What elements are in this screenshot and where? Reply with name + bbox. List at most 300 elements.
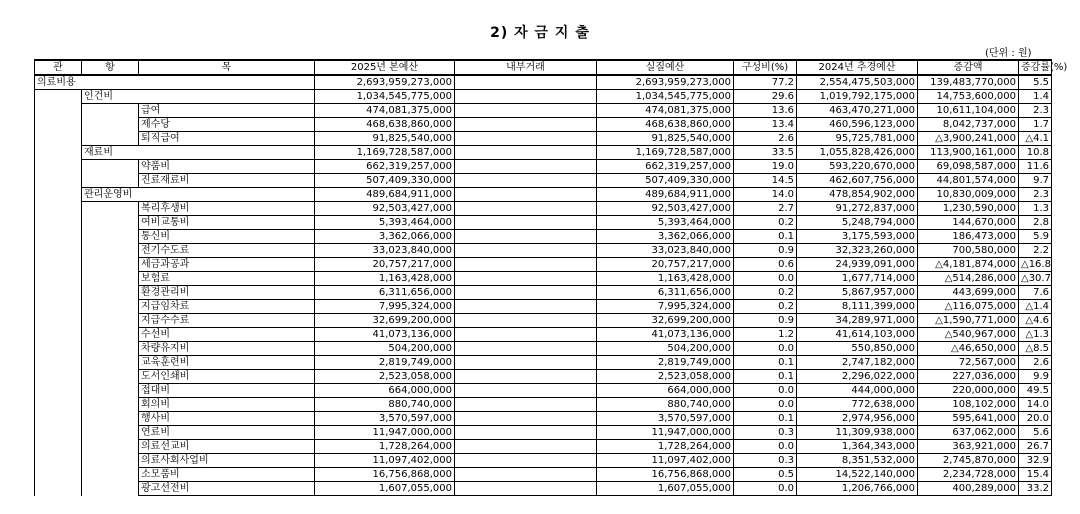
mok-name-cell: 행사비 — [139, 412, 315, 426]
header-hang: 항 — [82, 60, 139, 75]
internal-cell — [455, 272, 597, 286]
table-row — [35, 356, 1052, 370]
real-budget-cell: 504,200,000 — [597, 342, 734, 356]
mok-name-cell: 도서인쇄비 — [139, 370, 315, 384]
table-row — [35, 160, 1052, 174]
rate-cell: 7.6 — [1019, 286, 1052, 300]
diff-cell: 220,000,000 — [918, 384, 1019, 398]
real-budget-cell: 1,728,264,000 — [597, 440, 734, 454]
empty-cell — [82, 202, 139, 216]
ratio-cell: 2.6 — [734, 132, 797, 146]
empty-cell — [82, 468, 139, 482]
empty-cell — [82, 342, 139, 356]
budget-cell: 11,947,000,000 — [315, 426, 455, 440]
diff-cell: 144,670,000 — [918, 216, 1019, 230]
table-row — [35, 174, 1052, 188]
diff-cell: 10,830,009,000 — [918, 188, 1019, 202]
empty-cell — [35, 482, 82, 496]
prev-budget-cell: 593,220,670,000 — [797, 160, 918, 174]
header-real-budget: 실질예산 — [597, 60, 734, 75]
real-budget-cell: 1,169,728,587,000 — [597, 146, 734, 160]
diff-cell: 72,567,000 — [918, 356, 1019, 370]
prev-budget-cell: 41,614,103,000 — [797, 328, 918, 342]
mok-name-cell: 환경관리비 — [139, 286, 315, 300]
real-budget-cell: 489,684,911,000 — [597, 188, 734, 202]
empty-cell — [35, 300, 82, 314]
mok-name-cell: 연료비 — [139, 426, 315, 440]
rate-cell: 20.0 — [1019, 412, 1052, 426]
real-budget-cell: 41,073,136,000 — [597, 328, 734, 342]
diff-cell: △116,075,000 — [918, 300, 1019, 314]
internal-cell — [455, 104, 597, 118]
empty-cell — [82, 426, 139, 440]
rate-cell: 49.5 — [1019, 384, 1052, 398]
empty-cell — [82, 454, 139, 468]
internal-cell — [455, 188, 597, 202]
header-budget-2025: 2025년 본예산 — [315, 60, 455, 75]
ratio-cell: 0.2 — [734, 286, 797, 300]
table-row — [35, 412, 1052, 426]
hang-name-cell: 관리운영비 — [82, 188, 315, 202]
budget-cell: 504,200,000 — [315, 342, 455, 356]
diff-cell: 2,745,870,000 — [918, 454, 1019, 468]
table-row — [35, 482, 1052, 496]
ratio-cell: 0.3 — [734, 426, 797, 440]
internal-cell — [455, 132, 597, 146]
diff-cell: 139,483,770,000 — [918, 75, 1019, 90]
mok-name-cell: 퇴직급여 — [139, 132, 315, 146]
empty-cell — [35, 384, 82, 398]
ratio-cell: 14.5 — [734, 174, 797, 188]
rate-cell: 26.7 — [1019, 440, 1052, 454]
internal-cell — [455, 300, 597, 314]
rate-cell: 33.2 — [1019, 482, 1052, 496]
prev-budget-cell: 8,351,532,000 — [797, 454, 918, 468]
rate-cell: △4.6 — [1019, 314, 1052, 328]
mok-name-cell: 제수당 — [139, 118, 315, 132]
diff-cell: 400,289,000 — [918, 482, 1019, 496]
page-title: 2) 자 금 지 출 — [490, 25, 590, 41]
prev-budget-cell: 14,522,140,000 — [797, 468, 918, 482]
mok-name-cell: 접대비 — [139, 384, 315, 398]
real-budget-cell: 474,081,375,000 — [597, 104, 734, 118]
rate-cell: 5.5 — [1019, 75, 1052, 90]
empty-cell — [35, 160, 82, 174]
budget-cell: 91,825,540,000 — [315, 132, 455, 146]
diff-cell: 1,230,590,000 — [918, 202, 1019, 216]
internal-cell — [455, 90, 597, 104]
table-row — [35, 272, 1052, 286]
diff-cell: 10,611,104,000 — [918, 104, 1019, 118]
table-row — [35, 75, 1052, 90]
empty-cell — [82, 104, 139, 118]
prev-budget-cell: 11,309,938,000 — [797, 426, 918, 440]
budget-cell: 92,503,427,000 — [315, 202, 455, 216]
ratio-cell: 0.9 — [734, 314, 797, 328]
real-budget-cell: 20,757,217,000 — [597, 258, 734, 272]
budget-cell: 16,756,868,000 — [315, 468, 455, 482]
real-budget-cell: 11,097,402,000 — [597, 454, 734, 468]
prev-budget-cell: 550,850,000 — [797, 342, 918, 356]
ratio-cell: 0.1 — [734, 370, 797, 384]
diff-cell: 363,921,000 — [918, 440, 1019, 454]
rate-cell: △8.5 — [1019, 342, 1052, 356]
empty-cell — [82, 412, 139, 426]
empty-cell — [82, 230, 139, 244]
prev-budget-cell: 772,638,000 — [797, 398, 918, 412]
empty-cell — [35, 132, 82, 146]
ratio-cell: 0.1 — [734, 356, 797, 370]
empty-cell — [35, 244, 82, 258]
mok-name-cell: 여비교통비 — [139, 216, 315, 230]
internal-cell — [455, 370, 597, 384]
empty-cell — [35, 454, 82, 468]
ratio-cell: 0.0 — [734, 272, 797, 286]
budget-cell: 2,693,959,273,000 — [315, 75, 455, 90]
empty-cell — [82, 356, 139, 370]
empty-cell — [35, 216, 82, 230]
header-diff: 증감액 — [918, 60, 1019, 75]
prev-budget-cell: 2,974,956,000 — [797, 412, 918, 426]
empty-cell — [82, 328, 139, 342]
ratio-cell: 0.1 — [734, 230, 797, 244]
rate-cell: 1.4 — [1019, 90, 1052, 104]
internal-cell — [455, 328, 597, 342]
internal-cell — [455, 160, 597, 174]
mok-name-cell: 수선비 — [139, 328, 315, 342]
budget-cell: 32,699,200,000 — [315, 314, 455, 328]
prev-budget-cell: 5,248,794,000 — [797, 216, 918, 230]
empty-cell — [35, 230, 82, 244]
budget-cell: 33,023,840,000 — [315, 244, 455, 258]
budget-cell: 489,684,911,000 — [315, 188, 455, 202]
empty-cell — [35, 412, 82, 426]
diff-cell: △4,181,874,000 — [918, 258, 1019, 272]
expenditure-table — [34, 59, 1068, 496]
mok-name-cell: 지급임차료 — [139, 300, 315, 314]
prev-budget-cell: 1,019,792,175,000 — [797, 90, 918, 104]
real-budget-cell: 880,740,000 — [597, 398, 734, 412]
table-row — [35, 328, 1052, 342]
ratio-cell: 14.0 — [734, 188, 797, 202]
budget-cell: 5,393,464,000 — [315, 216, 455, 230]
prev-budget-cell: 2,554,475,503,000 — [797, 75, 918, 90]
budget-cell: 11,097,402,000 — [315, 454, 455, 468]
table-row — [35, 118, 1052, 132]
header-ratio: 구성비(%) — [734, 60, 797, 75]
budget-cell: 3,570,597,000 — [315, 412, 455, 426]
budget-cell: 1,169,728,587,000 — [315, 146, 455, 160]
ratio-cell: 77.2 — [734, 75, 797, 90]
diff-cell: 108,102,000 — [918, 398, 1019, 412]
empty-cell — [35, 272, 82, 286]
prev-budget-cell: 444,000,000 — [797, 384, 918, 398]
ratio-cell: 0.1 — [734, 412, 797, 426]
budget-cell: 2,523,058,000 — [315, 370, 455, 384]
header-mok: 목 — [139, 60, 315, 75]
mok-name-cell: 통신비 — [139, 230, 315, 244]
mok-name-cell: 의료선교비 — [139, 440, 315, 454]
budget-cell: 20,757,217,000 — [315, 258, 455, 272]
budget-cell: 1,728,264,000 — [315, 440, 455, 454]
rate-cell: 2.3 — [1019, 104, 1052, 118]
mok-name-cell: 전기수도료 — [139, 244, 315, 258]
ratio-cell: 19.0 — [734, 160, 797, 174]
real-budget-cell: 32,699,200,000 — [597, 314, 734, 328]
empty-cell — [82, 244, 139, 258]
empty-cell — [35, 370, 82, 384]
rate-cell: 2.2 — [1019, 244, 1052, 258]
ratio-cell: 2.7 — [734, 202, 797, 216]
budget-cell: 41,073,136,000 — [315, 328, 455, 342]
ratio-cell: 0.0 — [734, 342, 797, 356]
mok-name-cell: 차량유지비 — [139, 342, 315, 356]
rate-cell: 5.9 — [1019, 230, 1052, 244]
table-row — [35, 230, 1052, 244]
diff-cell: 227,036,000 — [918, 370, 1019, 384]
empty-cell — [82, 300, 139, 314]
internal-cell — [455, 468, 597, 482]
budget-cell: 664,000,000 — [315, 384, 455, 398]
table-row — [35, 398, 1052, 412]
mok-name-cell: 광고선전비 — [139, 482, 315, 496]
empty-cell — [82, 132, 139, 146]
real-budget-cell: 33,023,840,000 — [597, 244, 734, 258]
mok-name-cell: 의료사회사업비 — [139, 454, 315, 468]
prev-budget-cell: 3,175,593,000 — [797, 230, 918, 244]
prev-budget-cell: 460,596,123,000 — [797, 118, 918, 132]
table-row — [35, 258, 1052, 272]
rate-cell: 2.6 — [1019, 356, 1052, 370]
rate-cell: △1.4 — [1019, 300, 1052, 314]
mok-name-cell: 회의비 — [139, 398, 315, 412]
table-row — [35, 300, 1052, 314]
diff-cell: 443,699,000 — [918, 286, 1019, 300]
budget-cell: 880,740,000 — [315, 398, 455, 412]
ratio-cell: 29.6 — [734, 90, 797, 104]
diff-cell: △46,650,000 — [918, 342, 1019, 356]
table-row — [35, 314, 1052, 328]
ratio-cell: 0.9 — [734, 244, 797, 258]
mok-name-cell: 교육훈련비 — [139, 356, 315, 370]
real-budget-cell: 5,393,464,000 — [597, 216, 734, 230]
empty-cell — [82, 384, 139, 398]
real-budget-cell: 2,523,058,000 — [597, 370, 734, 384]
ratio-cell: 0.0 — [734, 398, 797, 412]
internal-cell — [455, 384, 597, 398]
table-row — [35, 132, 1052, 146]
budget-cell: 507,409,330,000 — [315, 174, 455, 188]
empty-cell — [35, 440, 82, 454]
rate-cell: 32.9 — [1019, 454, 1052, 468]
ratio-cell: 0.6 — [734, 258, 797, 272]
prev-budget-cell: 91,272,837,000 — [797, 202, 918, 216]
real-budget-cell: 2,819,749,000 — [597, 356, 734, 370]
prev-budget-cell: 34,289,971,000 — [797, 314, 918, 328]
budget-cell: 1,607,055,000 — [315, 482, 455, 496]
internal-cell — [455, 258, 597, 272]
empty-cell — [82, 482, 139, 496]
mok-name-cell: 복리후생비 — [139, 202, 315, 216]
empty-cell — [35, 328, 82, 342]
real-budget-cell: 3,362,066,000 — [597, 230, 734, 244]
prev-budget-cell: 1,364,343,000 — [797, 440, 918, 454]
budget-cell: 7,995,324,000 — [315, 300, 455, 314]
real-budget-cell: 662,319,257,000 — [597, 160, 734, 174]
internal-cell — [455, 174, 597, 188]
table-row — [35, 216, 1052, 230]
prev-budget-cell: 2,747,182,000 — [797, 356, 918, 370]
empty-cell — [82, 258, 139, 272]
mok-name-cell: 소모품비 — [139, 468, 315, 482]
ratio-cell: 33.5 — [734, 146, 797, 160]
mok-name-cell: 지급수수료 — [139, 314, 315, 328]
budget-cell: 6,311,656,000 — [315, 286, 455, 300]
prev-budget-cell: 95,725,781,000 — [797, 132, 918, 146]
internal-cell — [455, 398, 597, 412]
prev-budget-cell: 1,677,714,000 — [797, 272, 918, 286]
diff-cell: △1,590,771,000 — [918, 314, 1019, 328]
internal-cell — [455, 244, 597, 258]
real-budget-cell: 3,570,597,000 — [597, 412, 734, 426]
real-budget-cell: 6,311,656,000 — [597, 286, 734, 300]
rate-cell: 9.9 — [1019, 370, 1052, 384]
empty-cell — [35, 258, 82, 272]
rate-cell: 11.6 — [1019, 160, 1052, 174]
internal-cell — [455, 482, 597, 496]
empty-cell — [35, 188, 82, 202]
internal-cell — [455, 146, 597, 160]
table-row — [35, 370, 1052, 384]
diff-cell: 595,641,000 — [918, 412, 1019, 426]
internal-cell — [455, 426, 597, 440]
diff-cell: △540,967,000 — [918, 328, 1019, 342]
ratio-cell: 0.0 — [734, 440, 797, 454]
internal-cell — [455, 202, 597, 216]
empty-cell — [35, 118, 82, 132]
budget-cell: 468,638,860,000 — [315, 118, 455, 132]
diff-cell: 186,473,000 — [918, 230, 1019, 244]
rate-cell: △30.7 — [1019, 272, 1052, 286]
gwan-name-cell: 의료비용 — [35, 75, 315, 90]
mok-name-cell: 약품비 — [139, 160, 315, 174]
ratio-cell: 0.0 — [734, 384, 797, 398]
prev-budget-cell: 1,206,766,000 — [797, 482, 918, 496]
real-budget-cell: 664,000,000 — [597, 384, 734, 398]
empty-cell — [82, 272, 139, 286]
internal-cell — [455, 230, 597, 244]
mok-name-cell: 보험료 — [139, 272, 315, 286]
empty-cell — [82, 398, 139, 412]
empty-cell — [82, 174, 139, 188]
empty-cell — [35, 356, 82, 370]
rate-cell: 15.4 — [1019, 468, 1052, 482]
budget-cell: 1,163,428,000 — [315, 272, 455, 286]
real-budget-cell: 507,409,330,000 — [597, 174, 734, 188]
real-budget-cell: 7,995,324,000 — [597, 300, 734, 314]
real-budget-cell: 92,503,427,000 — [597, 202, 734, 216]
rate-cell: 9.7 — [1019, 174, 1052, 188]
internal-cell — [455, 286, 597, 300]
table-row — [35, 90, 1052, 104]
ratio-cell: 1.2 — [734, 328, 797, 342]
table-row — [35, 384, 1052, 398]
empty-cell — [35, 342, 82, 356]
diff-cell: 113,900,161,000 — [918, 146, 1019, 160]
real-budget-cell: 16,756,868,000 — [597, 468, 734, 482]
rate-cell: △1.3 — [1019, 328, 1052, 342]
prev-budget-cell: 8,111,399,000 — [797, 300, 918, 314]
rate-cell: △4.1 — [1019, 132, 1052, 146]
empty-cell — [82, 216, 139, 230]
diff-cell: 69,098,587,000 — [918, 160, 1019, 174]
internal-cell — [455, 75, 597, 90]
table-row — [35, 202, 1052, 216]
internal-cell — [455, 342, 597, 356]
budget-cell: 2,819,749,000 — [315, 356, 455, 370]
empty-cell — [35, 468, 82, 482]
diff-cell: 700,580,000 — [918, 244, 1019, 258]
budget-cell: 1,034,545,775,000 — [315, 90, 455, 104]
internal-cell — [455, 356, 597, 370]
real-budget-cell: 1,163,428,000 — [597, 272, 734, 286]
header-gwan: 관 — [35, 60, 82, 75]
prev-budget-cell: 5,867,957,000 — [797, 286, 918, 300]
internal-cell — [455, 440, 597, 454]
ratio-cell: 0.2 — [734, 216, 797, 230]
budget-cell: 474,081,375,000 — [315, 104, 455, 118]
empty-cell — [82, 370, 139, 384]
diff-cell: △3,900,241,000 — [918, 132, 1019, 146]
table-row — [35, 244, 1052, 258]
rate-cell: 1.7 — [1019, 118, 1052, 132]
rate-cell: 14.0 — [1019, 398, 1052, 412]
table-row — [35, 104, 1052, 118]
table-row — [35, 188, 1052, 202]
rate-cell: 10.8 — [1019, 146, 1052, 160]
diff-cell: △514,286,000 — [918, 272, 1019, 286]
rate-cell: △16.8 — [1019, 258, 1052, 272]
empty-cell — [82, 440, 139, 454]
mok-name-cell: 급여 — [139, 104, 315, 118]
budget-cell: 3,362,066,000 — [315, 230, 455, 244]
empty-cell — [82, 314, 139, 328]
header-internal: 내부거래 — [455, 60, 597, 75]
internal-cell — [455, 216, 597, 230]
empty-cell — [35, 146, 82, 160]
empty-cell — [35, 286, 82, 300]
diff-cell: 2,234,728,000 — [918, 468, 1019, 482]
header-prev-budget: 2024년 추경예산 — [797, 60, 918, 75]
rate-cell: 1.3 — [1019, 202, 1052, 216]
real-budget-cell: 1,607,055,000 — [597, 482, 734, 496]
ratio-cell: 0.3 — [734, 454, 797, 468]
table-row — [35, 454, 1052, 468]
internal-cell — [455, 454, 597, 468]
prev-budget-cell: 1,055,828,426,000 — [797, 146, 918, 160]
internal-cell — [455, 412, 597, 426]
empty-cell — [82, 160, 139, 174]
empty-cell — [35, 174, 82, 188]
empty-cell — [82, 118, 139, 132]
prev-budget-cell: 24,939,091,000 — [797, 258, 918, 272]
rate-cell: 2.3 — [1019, 188, 1052, 202]
internal-cell — [455, 118, 597, 132]
table-row — [35, 468, 1052, 482]
budget-cell: 662,319,257,000 — [315, 160, 455, 174]
real-budget-cell: 11,947,000,000 — [597, 426, 734, 440]
ratio-cell: 13.6 — [734, 104, 797, 118]
